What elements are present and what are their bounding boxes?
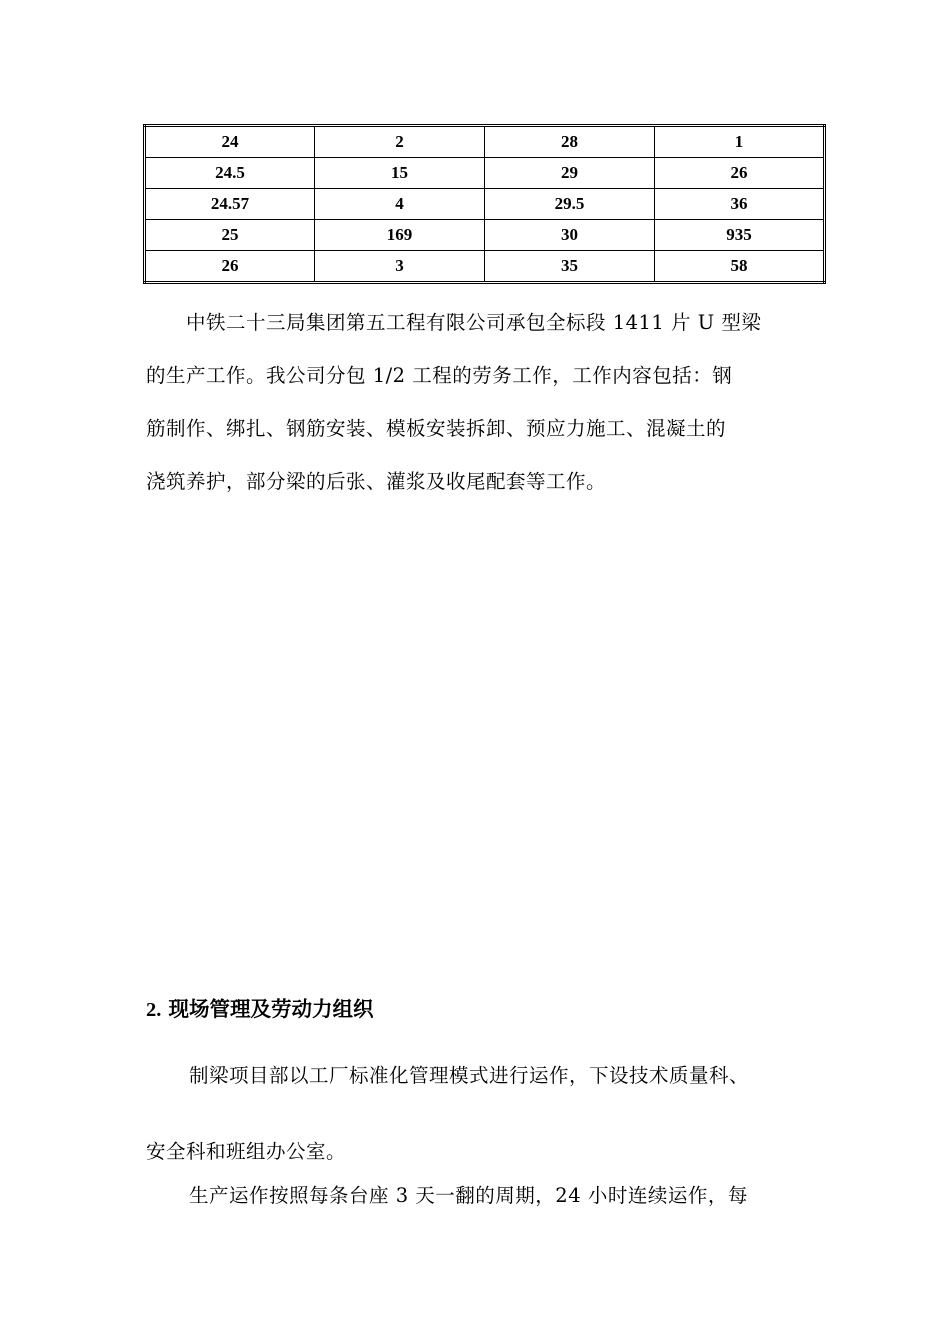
section-heading [146, 992, 374, 1022]
table-cell: 1 [655, 126, 825, 158]
paragraph-line: 安全科和班组办公室。 [146, 1140, 347, 1163]
paragraph-line: 的生产工作。我公司分包 1/2 工程的劳务工作，工作内容包括：钢 [146, 364, 733, 387]
table-cell: 36 [655, 189, 825, 220]
table-cell: 24 [145, 126, 315, 158]
section-number: 2. [146, 999, 162, 1021]
table-cell: 3 [315, 251, 485, 283]
data-table [143, 124, 826, 284]
table-cell: 58 [655, 251, 825, 283]
table-cell: 4 [315, 189, 485, 220]
table-cell: 25 [145, 220, 315, 251]
table-cell: 24.57 [145, 189, 315, 220]
production-paragraph: 生产运作按照每条台座 3 天一翻的周期，24 小时连续运作，每 [189, 1184, 748, 1207]
table-row [145, 158, 825, 189]
table-cell: 2 [315, 126, 485, 158]
table-cell: 29 [485, 158, 655, 189]
table-row [145, 220, 825, 251]
table-row [145, 189, 825, 220]
table-cell: 24.5 [145, 158, 315, 189]
table-cell: 935 [655, 220, 825, 251]
paragraph-line: 制梁项目部以工厂标准化管理模式进行运作，下设技术质量科、 [189, 1064, 750, 1087]
table-row [145, 251, 825, 283]
table-cell: 30 [485, 220, 655, 251]
project-scope-paragraph [146, 296, 826, 508]
table-cell: 169 [315, 220, 485, 251]
table-cell: 29.5 [485, 189, 655, 220]
paragraph-line: 浇筑养护，部分梁的后张、灌浆及收尾配套等工作。 [146, 470, 607, 493]
paragraph-line: 筋制作、绑扎、钢筋安装、模板安装拆卸、预应力施工、混凝土的 [146, 417, 727, 440]
table-cell: 28 [485, 126, 655, 158]
management-paragraph [146, 1038, 826, 1190]
table-row [145, 126, 825, 158]
table-cell: 26 [145, 251, 315, 283]
table-cell: 15 [315, 158, 485, 189]
table-cell: 35 [485, 251, 655, 283]
section-title: 现场管理及劳动力组织 [161, 997, 374, 1021]
paragraph-line: 中铁二十三局集团第五工程有限公司承包全标段 1411 片 U 型梁 [186, 311, 762, 334]
table-cell: 26 [655, 158, 825, 189]
